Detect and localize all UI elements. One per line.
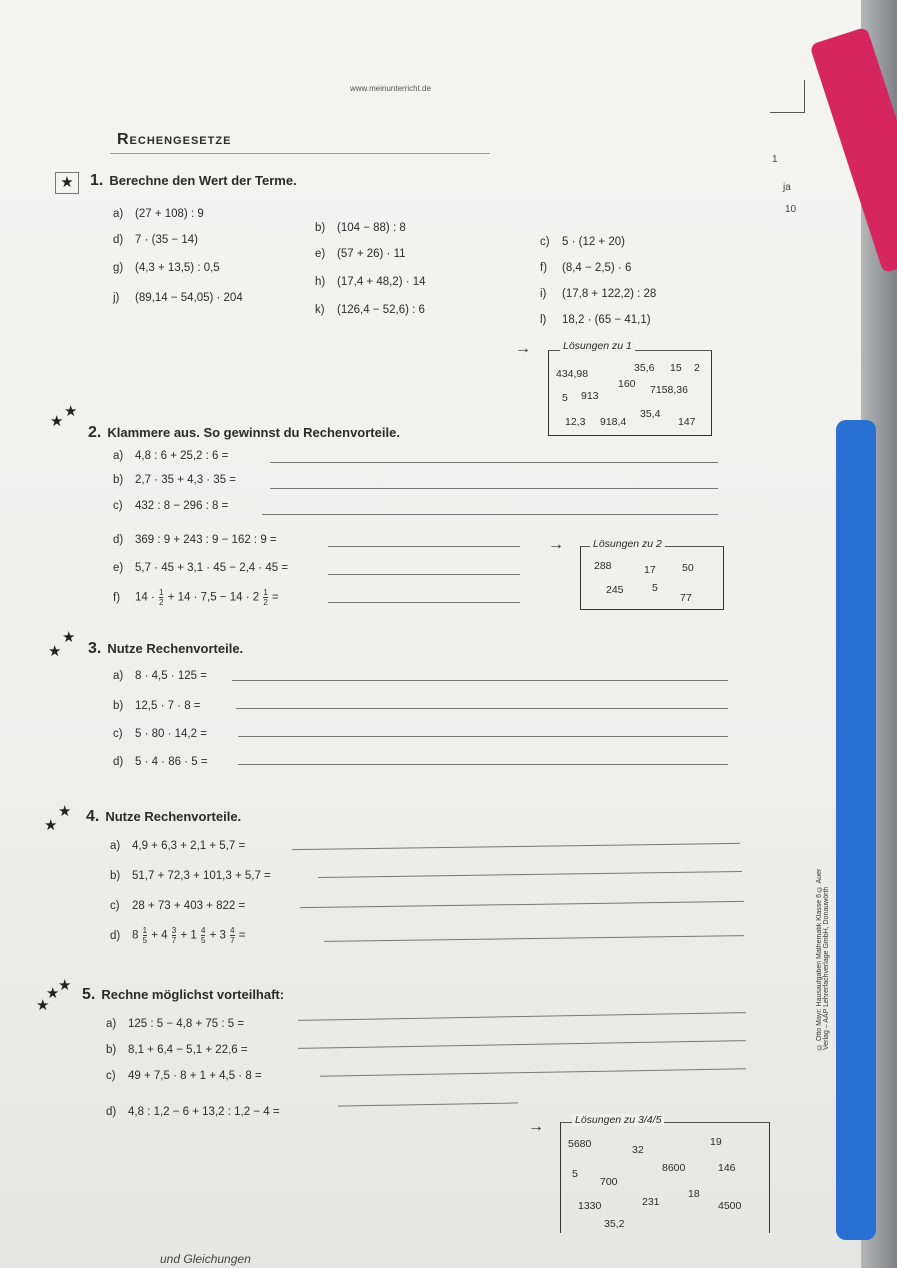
margin-mark: 1: [772, 154, 778, 165]
solution-value: 50: [682, 562, 694, 574]
exercise-item: j) (89,14 − 54,05) · 204: [113, 292, 243, 304]
answer-line: [236, 708, 728, 709]
margin-mark: 10: [785, 204, 797, 215]
exercise-item: c) 5 · 80 · 14,2 =: [113, 728, 207, 740]
solution-value: 5680: [568, 1138, 592, 1150]
task-2-heading: [88, 424, 400, 442]
exercise-item: a) 4,8 : 6 + 25,2 : 6 =: [113, 450, 229, 462]
solution-value: 146: [718, 1162, 736, 1174]
solution-value: 913: [581, 390, 599, 402]
task-prompt: Klammere aus. So gewinnst du Rechenvorteile.: [107, 425, 400, 440]
solution-value: 434,98: [556, 368, 589, 380]
star-icon: ★: [46, 985, 60, 1002]
exercise-item: d) 7 · (35 − 14): [113, 234, 198, 246]
exercise-item: b) 2,7 · 35 + 4,3 · 35 =: [113, 474, 237, 486]
exercise-item: f) (8,4 − 2,5) · 6: [540, 262, 632, 274]
star-icon: ★: [64, 403, 78, 420]
exercise-item: b) 8,1 + 6,4 − 5,1 + 22,6 =: [106, 1044, 248, 1056]
solutions-title: Lösungen zu 3/4/5: [572, 1114, 664, 1126]
corner-box: [770, 80, 805, 113]
title-underline: [110, 153, 490, 154]
exercise-item: b) 12,5 · 7 · 8 =: [113, 700, 201, 712]
source-url: www.meinunterricht.de: [350, 84, 431, 93]
exercise-item: a) 125 : 5 − 4,8 + 75 : 5 =: [106, 1018, 245, 1030]
solution-value: 4500: [718, 1200, 742, 1212]
solution-value: 35,2: [604, 1218, 625, 1230]
answer-line: [232, 680, 728, 681]
exercise-item: a) 4,9 + 6,3 + 2,1 + 5,7 =: [110, 840, 246, 852]
exercise-item: b) 51,7 + 72,3 + 101,3 + 5,7 =: [110, 870, 271, 882]
star-icon: ★: [55, 172, 79, 194]
exercise-item: c) 28 + 73 + 403 + 822 =: [110, 900, 246, 912]
solution-value: 19: [710, 1136, 722, 1148]
solution-value: 5: [562, 392, 568, 404]
margin-mark: ja: [783, 182, 791, 193]
solution-value: 32: [632, 1144, 644, 1156]
exercise-item: d) 5 · 4 · 86 · 5 =: [113, 756, 208, 768]
task-4-heading: [86, 808, 241, 826]
star-icon: ★: [58, 977, 72, 994]
exercise-item: e) 5,7 · 45 + 3,1 · 45 − 2,4 · 45 =: [113, 562, 289, 574]
arrow-icon: →: [528, 1118, 544, 1135]
star-icon: ★: [44, 817, 58, 834]
answer-line: [270, 488, 718, 489]
solution-value: 35,4: [640, 408, 661, 420]
solution-value: 160: [618, 378, 636, 390]
footer-text: und Gleichungen: [160, 1252, 251, 1266]
exercise-item: d) 369 : 9 + 243 : 9 − 162 : 9 =: [113, 534, 277, 546]
task-prompt: Nutze Rechenvorteile.: [105, 809, 242, 824]
answer-line: [270, 462, 718, 463]
exercise-item: c) 5 · (12 + 20): [540, 236, 625, 248]
solution-value: 5: [572, 1168, 578, 1180]
answer-line: [328, 546, 520, 547]
task-prompt: Nutze Rechenvorteile.: [107, 641, 244, 656]
task-number: 3.: [88, 640, 102, 657]
exercise-item: a) 8 · 4,5 · 125 =: [113, 670, 207, 682]
task-1-heading: [90, 172, 297, 190]
solution-value: 17: [644, 564, 656, 576]
star-icon: ★: [62, 629, 76, 646]
solution-value: 918,4: [600, 416, 627, 428]
copyright-note: © Otto Mayr: Hausaufgaben Mathematik Klasse 6 © Auer Verlag – AAP Lehrerfachverlage GmbH, Donauwörth: [816, 868, 830, 1050]
task-number: 1.: [90, 172, 104, 189]
task-number: 4.: [86, 808, 100, 825]
exercise-item: l) 18,2 · (65 − 41,1): [540, 314, 651, 326]
solution-value: 8600: [662, 1162, 686, 1174]
answer-line: [328, 602, 520, 603]
answer-line: [238, 736, 728, 737]
exercise-item: a) (27 + 108) : 9: [113, 208, 204, 220]
exercise-item: c) 432 : 8 − 296 : 8 =: [113, 500, 229, 512]
solutions-title: Lösungen zu 2: [590, 538, 665, 550]
solution-value: 245: [606, 584, 624, 596]
exercise-item: d) 8 $\frac{1}{5}$ + 4 $\frac{3}{7}$ + 1 $\frac{4}{5}$ + 3 $\frac{4}{7}$ =: [110, 926, 246, 945]
solution-value: 5: [652, 582, 658, 594]
task-3-heading: [88, 640, 243, 658]
task-prompt: Berechne den Wert der Terme.: [109, 173, 297, 188]
star-icon: ★: [48, 643, 62, 660]
exercise-item: b) (104 − 88) : 8: [315, 222, 406, 234]
solution-value: 35,6: [634, 362, 655, 374]
exercise-item: c) 49 + 7,5 · 8 + 1 + 4,5 · 8 =: [106, 1070, 262, 1082]
task-5-heading: [82, 986, 284, 1004]
solution-value: 231: [642, 1196, 660, 1208]
solutions-title: Lösungen zu 1: [560, 340, 635, 352]
solution-value: 15: [670, 362, 682, 374]
solutions-box-2: [580, 546, 724, 610]
task-number: 2.: [88, 424, 102, 441]
answer-line: [262, 514, 718, 515]
star-icon: ★: [50, 413, 64, 430]
arrow-icon: →: [548, 536, 564, 553]
answer-line: [238, 764, 728, 765]
exercise-item: g) (4,3 + 13,5) : 0,5: [113, 262, 220, 274]
blue-side-band: [836, 420, 876, 1240]
star-icon: ★: [36, 997, 50, 1014]
solution-value: 18: [688, 1188, 700, 1200]
exercise-item: k) (126,4 − 52,6) : 6: [315, 304, 425, 316]
task-prompt: Rechne möglichst vorteilhaft:: [101, 987, 285, 1002]
star-icon: ★: [58, 803, 72, 820]
solution-value: 288: [594, 560, 612, 572]
solution-value: 2: [694, 362, 700, 374]
task-number: 5.: [82, 986, 96, 1003]
solution-value: 700: [600, 1176, 618, 1188]
exercise-item: e) (57 + 26) · 11: [315, 248, 406, 260]
solution-value: 147: [678, 416, 696, 428]
solution-value: 77: [680, 592, 692, 604]
answer-line: [328, 574, 520, 575]
solution-value: 7158,36: [650, 384, 688, 396]
arrow-icon: →: [515, 340, 531, 357]
solution-value: 12,3: [565, 416, 586, 428]
page-title: Rechengesetze: [117, 131, 232, 148]
exercise-item: i) (17,8 + 122,2) : 28: [540, 288, 657, 300]
exercise-item: d) 4,8 : 1,2 − 6 + 13,2 : 1,2 − 4 =: [106, 1106, 280, 1118]
exercise-item: f) 14 · $\frac{1}{2}$ + 14 · 7,5 − 14 · 2 $\frac{1}{2}$ =: [113, 588, 279, 607]
exercise-item: h) (17,4 + 48,2) · 14: [315, 276, 426, 288]
solutions-box-3: [560, 1122, 770, 1233]
solution-value: 1330: [578, 1200, 602, 1212]
